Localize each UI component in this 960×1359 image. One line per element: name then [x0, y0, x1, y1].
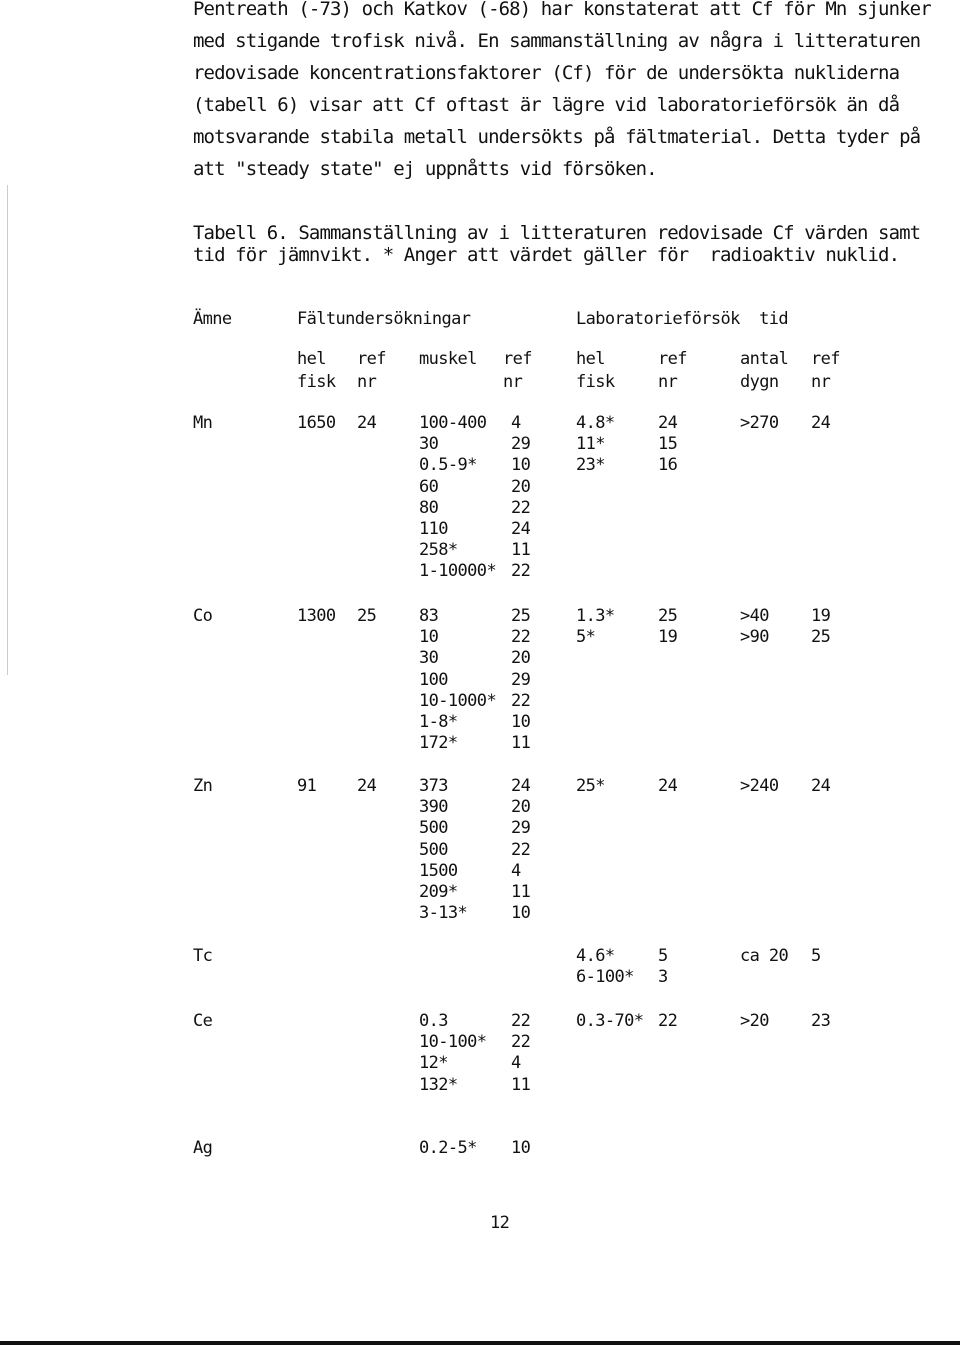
- muskel-ref-cell: 22: [511, 1011, 531, 1031]
- muskel-cell: 100: [419, 669, 448, 690]
- subheader-line1: muskel: [419, 349, 477, 369]
- muskel-ref-cell: 24: [511, 776, 531, 796]
- element-cell: Tc: [193, 946, 213, 966]
- element-cell: Mn: [193, 413, 213, 433]
- subheader-line1: antal: [740, 349, 789, 369]
- lab-ref-cell: 5: [658, 946, 668, 966]
- muskel-cell: 12*: [419, 1053, 448, 1074]
- header-amne: Ämne: [193, 309, 232, 329]
- subheader-line1: hel: [576, 349, 605, 369]
- muskel-ref-cell: 29: [511, 818, 531, 839]
- lab-fisk-cell: 4.6*: [576, 946, 615, 966]
- hel-ref-cell: 25: [357, 606, 377, 626]
- header-faltundersokningar: Fältundersökningar: [297, 309, 471, 329]
- caption-line: Tabell 6. Sammanställning av i litteraturen redovisade Cf värden samt: [193, 222, 921, 244]
- dygn-ref-cell: 25: [811, 627, 831, 648]
- muskel-cell: 0.3: [419, 1011, 448, 1031]
- element-cell: Ag: [193, 1138, 213, 1158]
- dygn-cell: >40: [740, 606, 769, 626]
- lab-ref-cell: 24: [658, 413, 678, 433]
- lab-fisk-cell: 25*: [576, 776, 605, 796]
- hel-ref-cell: 24: [357, 413, 377, 433]
- muskel-cell: 3-13*: [419, 903, 468, 924]
- subheader-line2: nr: [658, 372, 678, 392]
- muskel-cell: 390: [419, 797, 448, 818]
- muskel-cell: 172*: [419, 733, 458, 754]
- lab-fisk-cell: 4.8*: [576, 413, 615, 433]
- lab-ref-cell: 22: [658, 1011, 678, 1031]
- muskel-ref-cell: 25: [511, 606, 531, 626]
- muskel-cell: 209*: [419, 882, 458, 902]
- muskel-cell: 30: [419, 648, 439, 669]
- element-cell: Co: [193, 606, 213, 626]
- lab-fisk-cell: 6-100*: [576, 967, 634, 988]
- muskel-cell: 0.5-9*: [419, 455, 477, 476]
- hel-ref-cell: 24: [357, 776, 377, 796]
- muskel-cell: 132*: [419, 1074, 458, 1095]
- muskel-ref-cell: 10: [511, 903, 531, 924]
- paragraph-line: med stigande trofisk nivå. En sammanställning av några i litteraturen: [193, 30, 921, 52]
- paragraph-line: att "steady state" ej uppnåtts vid försöken.: [193, 158, 657, 180]
- muskel-ref-cell: 22: [511, 1032, 531, 1053]
- muskel-ref-cell: 11: [511, 733, 531, 754]
- muskel-cell: 10-1000*: [419, 690, 497, 711]
- subheader-line1: hel: [297, 349, 326, 369]
- dygn-cell: >20: [740, 1011, 769, 1031]
- muskel-ref-cell: 29: [511, 434, 531, 455]
- muskel-cell: 30: [419, 434, 439, 455]
- dygn-cell: >90: [740, 627, 769, 648]
- subheader-line2: dygn: [740, 372, 779, 392]
- muskel-ref-cell: 10: [511, 455, 531, 476]
- lab-fisk-cell: 23*: [576, 455, 605, 476]
- muskel-ref-cell: 29: [511, 669, 531, 690]
- dygn-cell: ca 20: [740, 946, 789, 966]
- paragraph-line: Pentreath (-73) och Katkov (-68) har konstaterat att Cf för Mn sjunker: [193, 0, 931, 20]
- muskel-cell: 110: [419, 519, 448, 539]
- subheader-line2: fisk: [297, 372, 336, 392]
- dygn-cell: >240: [740, 776, 779, 796]
- lab-ref-cell: 16: [658, 455, 678, 476]
- hel-fisk-cell: 91: [297, 776, 317, 796]
- muskel-ref-cell: 11: [511, 540, 531, 561]
- paragraph-line: (tabell 6) visar att Cf oftast är lägre vid laboratorieförsök än då: [193, 94, 900, 116]
- lab-fisk-cell: 0.3-70*: [576, 1011, 644, 1031]
- subheader-line2: nr: [503, 372, 523, 392]
- muskel-ref-cell: 20: [511, 476, 531, 497]
- muskel-cell: 1-10000*: [419, 561, 497, 582]
- muskel-ref-cell: 4: [511, 413, 521, 433]
- muskel-cell: 500: [419, 818, 448, 839]
- hel-fisk-cell: 1300: [297, 606, 336, 626]
- lab-ref-cell: 19: [658, 627, 678, 648]
- muskel-ref-cell: 22: [511, 690, 531, 711]
- dygn-cell: >270: [740, 413, 779, 433]
- lab-ref-cell: 24: [658, 776, 678, 796]
- muskel-ref-cell: 10: [511, 712, 531, 732]
- dygn-ref-cell: 24: [811, 413, 831, 433]
- subheader-line1: ref: [503, 349, 532, 369]
- dygn-ref-cell: 5: [811, 946, 821, 966]
- muskel-ref-cell: 20: [511, 648, 531, 669]
- muskel-cell: 258*: [419, 540, 458, 561]
- muskel-ref-cell: 11: [511, 882, 531, 902]
- muskel-ref-cell: 22: [511, 561, 531, 582]
- muskel-cell: 100-400: [419, 413, 487, 433]
- element-cell: Zn: [193, 776, 213, 796]
- hel-fisk-cell: 1650: [297, 413, 336, 433]
- muskel-ref-cell: 10: [511, 1138, 531, 1158]
- muskel-cell: 10: [419, 627, 439, 648]
- muskel-cell: 60: [419, 476, 439, 497]
- muskel-ref-cell: 24: [511, 519, 531, 539]
- muskel-ref-cell: 22: [511, 497, 531, 518]
- scan-margin-line: [7, 185, 8, 675]
- dygn-ref-cell: 24: [811, 776, 831, 796]
- lab-ref-cell: 15: [658, 434, 678, 455]
- caption-line: tid för jämnvikt. * Anger att värdet gäller för radioaktiv nuklid.: [193, 244, 900, 266]
- subheader-line1: ref: [357, 349, 386, 369]
- muskel-cell: 83: [419, 606, 439, 626]
- muskel-cell: 500: [419, 839, 448, 860]
- subheader-line1: ref: [811, 349, 840, 369]
- muskel-ref-cell: 22: [511, 839, 531, 860]
- muskel-cell: 373: [419, 776, 448, 796]
- muskel-ref-cell: 4: [511, 1053, 521, 1074]
- muskel-ref-cell: 22: [511, 627, 531, 648]
- muskel-ref-cell: 11: [511, 1074, 531, 1095]
- bottom-rule: [0, 1341, 960, 1345]
- muskel-cell: 1500: [419, 860, 458, 881]
- lab-fisk-cell: 5*: [576, 627, 596, 648]
- muskel-cell: 10-100*: [419, 1032, 487, 1053]
- muskel-ref-cell: 4: [511, 860, 521, 881]
- lab-ref-cell: 3: [658, 967, 668, 988]
- muskel-cell: 80: [419, 497, 439, 518]
- subheader-line2: fisk: [576, 372, 615, 392]
- page-number: 12: [490, 1213, 510, 1233]
- lab-fisk-cell: 11*: [576, 434, 605, 455]
- muskel-cell: 0.2-5*: [419, 1138, 477, 1158]
- subheader-line1: ref: [658, 349, 687, 369]
- dygn-ref-cell: 23: [811, 1011, 831, 1031]
- subheader-line2: nr: [357, 372, 377, 392]
- dygn-ref-cell: 19: [811, 606, 831, 626]
- header-laboratorieforsok: Laboratorieförsök tid: [576, 309, 788, 329]
- lab-ref-cell: 25: [658, 606, 678, 626]
- muskel-cell: 1-8*: [419, 712, 458, 732]
- muskel-ref-cell: 20: [511, 797, 531, 818]
- paragraph-line: redovisade koncentrationsfaktorer (Cf) för de undersökta nukliderna: [193, 62, 900, 84]
- lab-fisk-cell: 1.3*: [576, 606, 615, 626]
- paragraph-line: motsvarande stabila metall undersökts på fältmaterial. Detta tyder på: [193, 126, 921, 148]
- element-cell: Ce: [193, 1011, 213, 1031]
- subheader-line2: nr: [811, 372, 831, 392]
